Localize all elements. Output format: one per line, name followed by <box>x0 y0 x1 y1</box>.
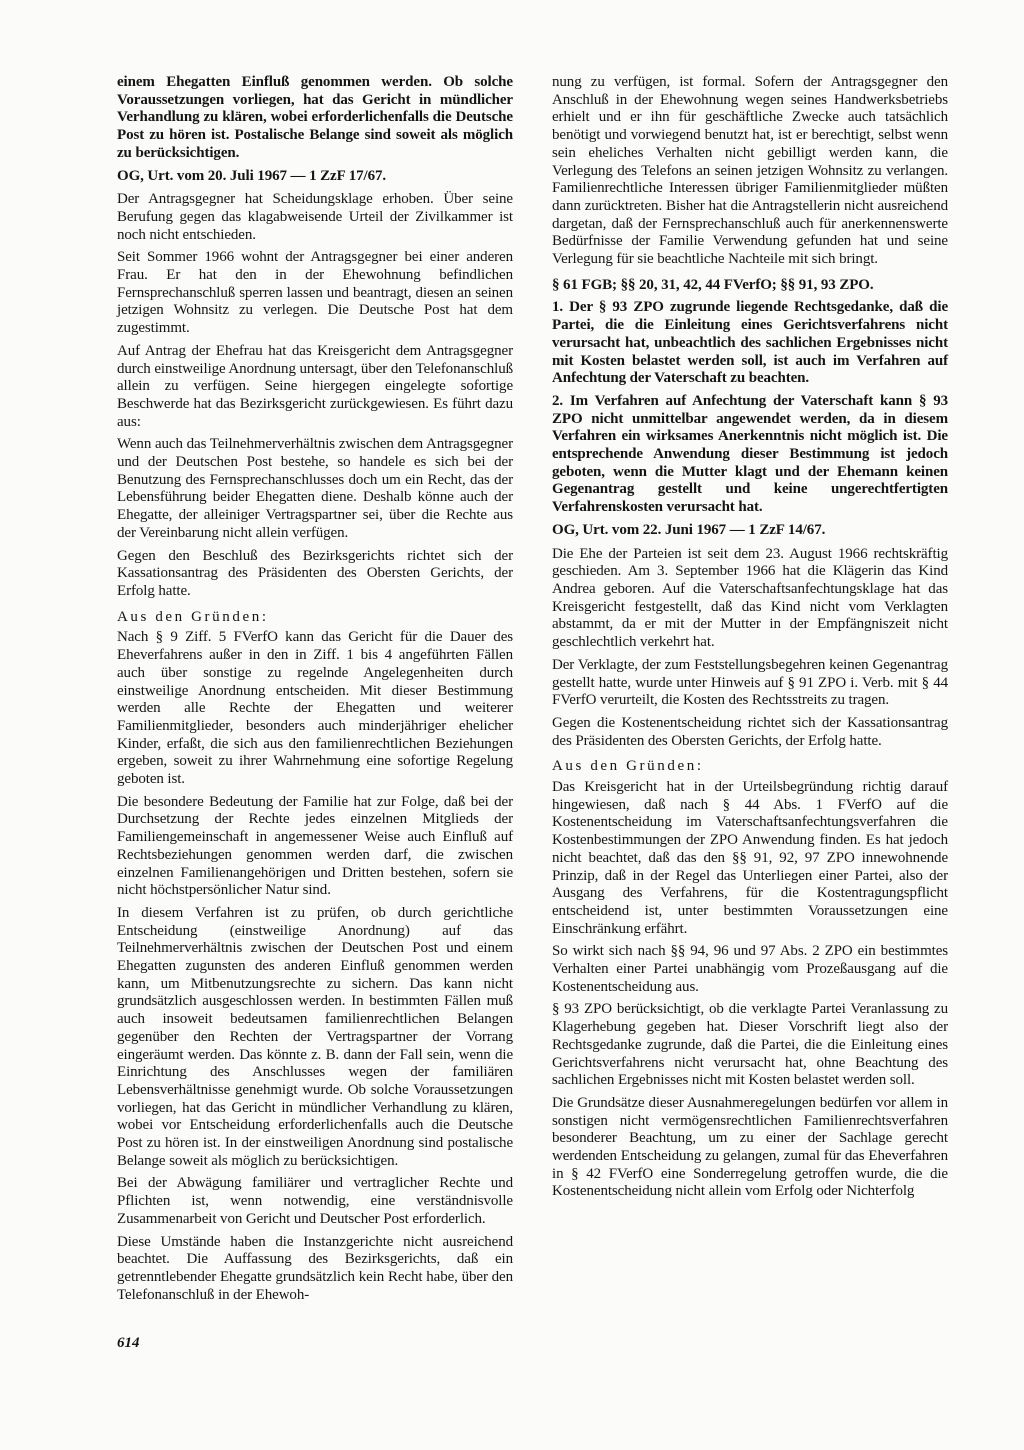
paragraph: Auf Antrag der Ehefrau hat das Kreisgericht dem Antragsgegner durch einstweilige Anordnung untersagt, über den Telefonanschluß allein zu verfügen. Seine hiergegen eingelegte sofortige Beschwerde hat das Bezirksgericht zurückgewiesen. Es führt dazu aus: <box>117 342 513 430</box>
paragraph: Wenn auch das Teilnehmerverhältnis zwischen dem Antragsgegner und der Deutschen Post bestehe, so handele es sich bei der Benutzung des Fernsprechanschlusses doch um ein Recht, das der Lebensführung beider Ehegatten diene. Deshalb könne auch der Ehegatte, der alleiniger Vertragspartner sei, über die Rechte aus der Vereinbarung nicht allein verfügen. <box>117 436 513 541</box>
section-heading: Aus den Gründen: <box>552 758 704 775</box>
paragraph: Seit Sommer 1966 wohnt der Antragsgegner bei einer anderen Frau. Er hat den in der Ehewohnung befindlichen Fernsprechanschluß sperren lassen und beantragt, diesen an seinen jetzigen Wohnsitz zu verlegen. Die Deutsche Post hat dem zugestimmt. <box>117 249 513 337</box>
page-number: 614 <box>117 1335 140 1351</box>
paragraph: Der Antragsgegner hat Scheidungsklage erhoben. Über seine Berufung gegen das klagabweisende Urteil der Zivilkammer ist noch nicht entschieden. <box>117 191 513 243</box>
headnote-continuation: einem Ehegatten Einfluß genommen werden. Ob solche Voraussetzungen vorliegen, hat das Gericht in mündlicher Verhandlung zu klären, wobei erforderlichenfalls die Deutsche Post zu hören ist. Postalische Belange sind soweit als möglich zu berücksichtigen. <box>117 74 513 161</box>
paragraph: In diesem Verfahren ist zu prüfen, ob durch gerichtliche Entscheidung (einstweilige Anordnung) auf das Teilnehmerverhältnis zwischen der Deutschen Post und einem Ehegatten zugunsten des anderen Einfluß genommen werden kann, um Mitbenutzungsrechte zu sichern. Das kann nicht grundsätzlich ausgeschlossen werden. In bestimmten Fällen muß auch insoweit bedeutsamen familienrechtlichen Belangen gegenüber den Rechten der Vertragspartner der Vorrang eingeräumt werden. Das könnte z. B. dann der Fall sein, wenn die Einrichtung des Anschlusses wegen der familiären Lebensverhältnisse genehmigt wurde. Ob solche Voraussetzungen vorliegen, hat das Gericht in mündlicher Verhandlung zu klären, wobei vor Entscheidung erforderlichenfalls auch die Deutsche Post zu hören ist. In der einstweiligen Anordnung sind postalische Belange soweit als möglich zu berücksichtigen. <box>117 904 513 1169</box>
paragraph: Die besondere Bedeutung der Familie hat zur Folge, daß bei der Durchsetzung der Rechte jedes einzelnen Mitglieds der Familiengemeinschaft in angemessener Weise auch Einfluß auf Rechtsbeziehungen genommen werden darf, die zwischen einzelnen Familienangehörigen und Dritten bestehen, sofern sie nicht höchstpersönlicher Natur sind. <box>117 793 513 899</box>
headnote-2: 2. Im Verfahren auf Anfechtung der Vaterschaft kann § 93 ZPO nicht unmittelbar angewendet werden, da in diesem Verfahren ein wirksames Anerkenntnis nicht möglich ist. Die entsprechende Anwendung dieser Bestimmung ist jedoch geboten, wenn die Mutter klagt und der Ehemann keinen Gegenantrag gestellt und keine ungerechtfertigten Verfahrenskosten verursacht hat. <box>552 392 948 516</box>
left-column <box>117 74 513 1309</box>
paragraph: nung zu verfügen, ist formal. Sofern der Antragsgegner den Anschluß in der Ehewohnung wegen seines Handwerksbetriebs erhielt und er ihn für geschäftliche Zwecke auch tatsächlich benötigt und vorwiegend benutzt hat, ist er berechtigt, selbst wenn sein eheliches Verhalten nicht gebilligt werden kann, die Verlegung des Telefons an seinen jetzigen Wohnsitz zu verlangen. Familienrechtliche Interessen übriger Familienmitglieder müßten dann zurücktreten. Bisher hat die Antragstellerin nicht ausreichend dargetan, daß der Fernsprechanschluß auch für anerkennenswerte Bedürfnisse der Familie Verwendung gefunden hat und seine Verlegung für sie beachtliche Nachteile mit sich bringt. <box>552 74 948 268</box>
paragraph: Diese Umstände haben die Instanzgerichte nicht ausreichend beachtet. Die Auffassung des Bezirksgerichts, daß ein getrenntlebender Ehegatte grundsätzlich kein Recht habe, über den Telefonanschluß in der Ehewoh- <box>117 1233 513 1303</box>
case-reference: OG, Urt. vom 20. Juli 1967 — 1 ZzF 17/67. <box>117 167 387 184</box>
case-reference: OG, Urt. vom 22. Juni 1967 — 1 ZzF 14/67. <box>552 521 826 538</box>
paragraph: Das Kreisgericht hat in der Urteilsbegründung richtig darauf hingewiesen, daß nach § 44 Abs. 1 FVerfO auf die Kostenentscheidung im Vaterschaftsanfechtungsverfahren die Kostenbestimmungen der ZPO Anwendung finden. Es hat jedoch nicht beachtet, daß das den §§ 91, 92, 97 ZPO innewohnende Prinzip, daß in der Regel das Unterliegen einer Partei, also der Ausgang des Verfahrens, für die Kostentragungspflicht entscheidend ist, unter bestimmten Voraussetzungen eine Einschränkung erfährt. <box>552 779 948 937</box>
paragraph: Die Grundsätze dieser Ausnahmeregelungen bedürfen vor allem in sonstigen nicht vermögensrechtlichen Familienrechtsverfahren besonderer Beachtung, um zu einer der Sachlage gerecht werdenden Entscheidung zu gelangen, zumal für das Eheverfahren in § 42 FVerfO eine Sonderregelung getroffen wurde, die die Kostenentscheidung nicht allein vom Erfolg oder Nichterfolg <box>552 1094 948 1200</box>
paragraph: Nach § 9 Ziff. 5 FVerfO kann das Gericht für die Dauer des Eheverfahrens außer in den in Ziff. 1 bis 4 angeführten Fällen auch über sonstige zu regelnde Angelegenheiten durch einstweilige Anordnung entscheiden. Mit dieser Bestimmung werden alle Rechte der Ehegatten und weiterer Familienmitglieder, besonders auch minderjähriger ehelicher Kinder, erfaßt, die sich aus den familienrechtlichen Beziehungen ergeben, soweit zu ihrer Wahrnehmung eine sofortige Regelung geboten ist. <box>117 629 513 788</box>
paragraph: Der Verklagte, der zum Feststellungsbegehren keinen Gegenantrag gestellt hatte, wurde unter Hinweis auf § 91 ZPO i. Verb. mit § 44 FVerfO verurteilt, die Kosten des Rechtsstreits zu tragen. <box>552 656 948 709</box>
paragraph: Die Ehe der Parteien ist seit dem 23. August 1966 rechtskräftig geschieden. Am 3. September 1966 hat die Klägerin das Kind Andrea geboren. Auf die Vaterschaftsanfechtungsklage hat das Kreisgericht festgestellt, daß das Kind nicht vom Verklagten abstammt, da er mit der Mutter in der Empfängniszeit nicht geschlechtlich verkehrt hat. <box>552 545 948 651</box>
section-heading: Aus den Gründen: <box>117 608 269 625</box>
paragraph: Gegen den Beschluß des Bezirksgerichts richtet sich der Kassationsantrag des Präsidenten des Obersten Gerichts, der Erfolg hatte. <box>117 547 513 599</box>
paragraph: Bei der Abwägung familiärer und vertraglicher Rechte und Pflichten ist, wenn notwendig, eine verständnisvolle Zusammenarbeit von Gericht und Deutscher Post erforderlich. <box>117 1175 513 1227</box>
headnote-1: 1. Der § 93 ZPO zugrunde liegende Rechtsgedanke, daß die Partei, die die Einleitung eines Gerichtsverfahrens nicht verursacht hat, unbeachtlich des sachlichen Ergebnisses nicht mit Kosten belastet werden soll, ist auch im Verfahren auf Anfechtung der Vaterschaft zu beachten. <box>552 299 948 387</box>
norm-heading: § 61 FGB; §§ 20, 31, 42, 44 FVerfO; §§ 91, 93 ZPO. <box>552 276 874 293</box>
paragraph: So wirkt sich nach §§ 94, 96 und 97 Abs. 2 ZPO ein bestimmtes Verhalten einer Partei unabhängig vom Prozeßausgang auf die Kostenentscheidung aus. <box>552 943 948 995</box>
paragraph: Gegen die Kostenentscheidung richtet sich der Kassationsantrag des Präsidenten des Obersten Gerichts, der Erfolg hatte. <box>552 714 948 749</box>
paragraph: § 93 ZPO berücksichtigt, ob die verklagte Partei Veranlassung zu Klagerhebung gegeben hat. Dieser Vorschrift liegt also der Rechtsgedanke zugrunde, daß die Partei, die die Einleitung eines Gerichtsverfahrens nicht verursacht hat, ohne Beachtung des sachlichen Ergebnisses nicht mit Kosten belastet werden soll. <box>552 1001 948 1089</box>
right-column <box>552 74 948 1206</box>
